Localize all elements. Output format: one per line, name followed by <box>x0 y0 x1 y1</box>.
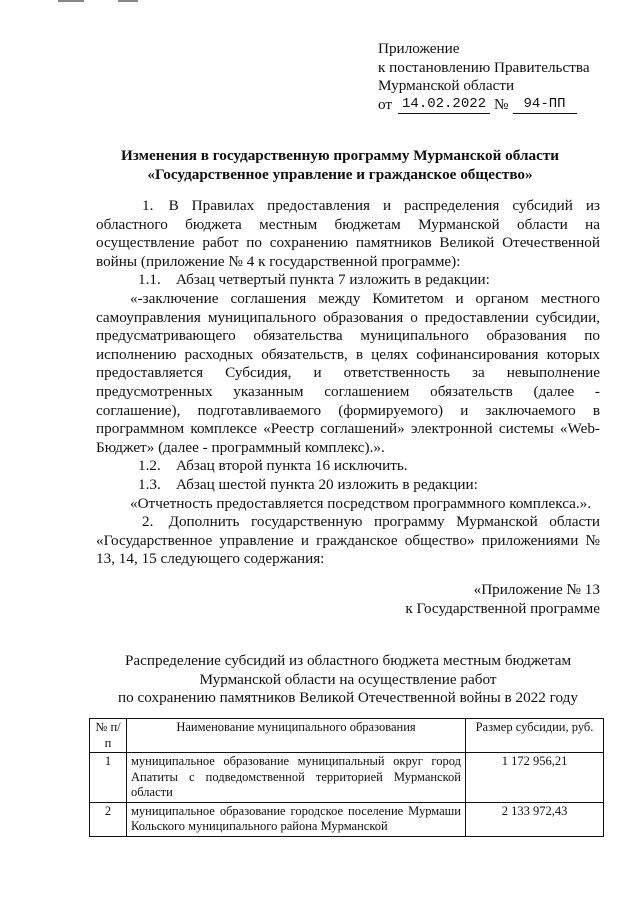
paragraph-1-2: 1.2. Абзац второй пункта 16 исключить. <box>138 457 408 475</box>
table-row <box>90 802 604 836</box>
appendix-header-line1: Приложение <box>378 40 460 57</box>
paragraph-quote-20: «Отчетность предоставляется посредством программного комплекса.». <box>130 494 592 512</box>
scan-edge-mark-left <box>58 0 84 2</box>
paragraph-2: 2. Дополнить государственную программу Мурманской области «Государственное управление и гражданское общество» приложениями № 13, 14, 15 следующего содержания: <box>96 513 600 568</box>
table-header-row <box>90 719 604 753</box>
row-amount: 1 172 956,21 <box>466 753 604 803</box>
paragraph-1: 1. В Правилах предоставления и распределения субсидий из областного бюджета местным бюджетам Мурманской области на осуществление работ по сохранению памятников Великой Отечественной войны (приложение № 4 к государственной программе): <box>96 197 600 270</box>
header-num: № п/п <box>90 719 127 753</box>
decree-date-line <box>378 96 618 115</box>
distribution-title-line1: Распределение субсидий из областного бюджета местным бюджетам <box>124 652 572 669</box>
row-municipality: муниципальное образование муниципальный округ город Апатиты с подведомственной территорией Мурманской области <box>127 753 466 803</box>
decree-number: 94-ПП <box>513 96 577 114</box>
row-num: 1 <box>90 753 127 803</box>
paragraph-1-1: 1.1. Абзац четвертый пункта 7 изложить в редакции: <box>138 271 490 289</box>
appendix-13-header <box>405 581 600 618</box>
document-title <box>40 147 640 184</box>
appendix-header <box>378 40 618 114</box>
header-name: Наименование муниципального образования <box>127 719 466 753</box>
table-row <box>90 753 604 803</box>
date-prefix: от <box>378 95 393 113</box>
appendix-13-line2: к Государственной программе <box>405 599 600 617</box>
appendix-13-line1: «Приложение № 13 <box>473 581 600 598</box>
scan-edge-mark-right <box>118 0 138 2</box>
number-sign: № <box>494 95 509 113</box>
row-amount: 2 133 972,43 <box>466 802 604 836</box>
distribution-title <box>96 652 600 708</box>
distribution-title-line2: Мурманской области на осуществление работ <box>199 670 497 688</box>
distribution-title-line3: по сохранению памятников Великой Отечественной войны в 2022 году <box>118 689 578 707</box>
header-amount: Размер субсидии, руб. <box>466 719 604 753</box>
subsidy-table <box>89 718 604 837</box>
amendments-body <box>96 197 600 569</box>
row-num: 2 <box>90 802 127 836</box>
paragraph-1-3: 1.3. Абзац шестой пункта 20 изложить в редакции: <box>138 475 478 493</box>
decree-date: 14.02.2022 <box>398 96 490 114</box>
row-municipality: муниципальное образование городское поселение Мурмаши Кольского муниципального района Мурманской <box>127 802 466 836</box>
document-title-line2: «Государственное управление и гражданское общество» <box>147 165 533 183</box>
document-title-line1: Изменения в государственную программу Мурманской области <box>120 147 560 164</box>
appendix-header-line2: к постановлению Правительства <box>378 58 590 76</box>
appendix-header-line3: Мурманской области <box>378 77 515 95</box>
paragraph-quote-7: «-заключение соглашения между Комитетом и органом местного самоуправления муниципального образования о предоставлении субсидии, предусматривающего обязательства муниципального образования по исполнению расходных обязательств, в целях софинансирования которых предоставляется Субсидия, и ответственность за невыполнение предусмотренных указанным соглашением обязательств (далее - соглашение), подготавливаемого (формируемого) и заключаемого в программном комплексе «Реестр соглашений» электронной системы «Web-Бюджет» (далее - программный комплекс).». <box>96 289 600 456</box>
